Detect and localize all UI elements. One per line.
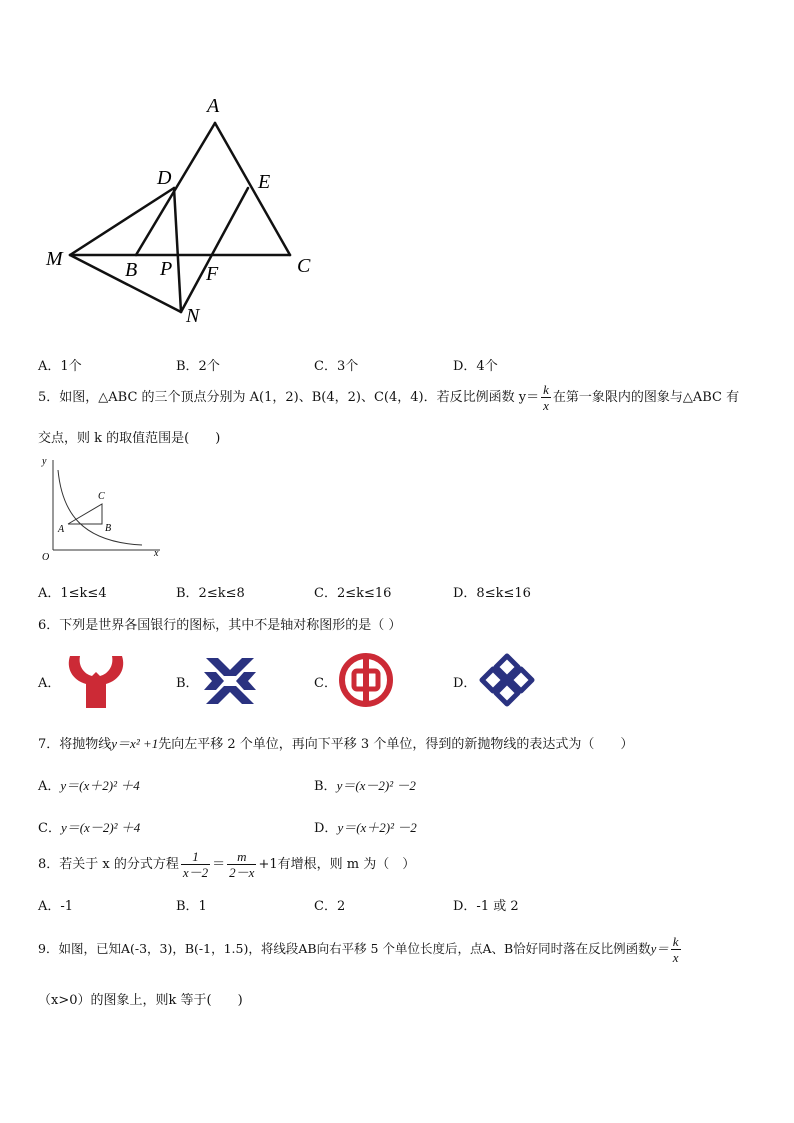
q5-line1 (38, 380, 739, 416)
q7-option-a-formula: y＝(x＋2)² ＋4 (60, 778, 140, 793)
q7-option-d (314, 817, 417, 836)
q5-frac-den: x (543, 398, 549, 413)
q8-text-after: +1有增根，则 m 为（ ） (258, 857, 416, 872)
knot-bank-logo-icon (476, 652, 538, 708)
q5-option-a: A．1≤k≤4 (38, 586, 107, 601)
q7-option-b-label: B． (314, 779, 337, 794)
label-F: F (206, 263, 219, 285)
q7-text-after: 先向左平移 2 个单位，再向下平移 3 个单位，得到的新抛物线的表达式为（ ） (158, 737, 634, 752)
q5-axis-x: x (154, 548, 159, 559)
q8-f2-num: m (227, 849, 256, 865)
q8-option-c: C．2 (314, 899, 346, 914)
q5-axis-y: y (42, 456, 47, 467)
q4-option-a: A．1个 (38, 359, 82, 374)
label-P: P (160, 258, 173, 280)
q5-point-C: C (98, 491, 105, 502)
q8-option-a: A．-1 (38, 899, 74, 914)
q8-fraction-2 (227, 849, 256, 880)
triangle-figure (40, 90, 340, 330)
q4-option-c: C．3个 (314, 359, 359, 374)
q5-option-b: B．2≤k≤8 (176, 586, 245, 601)
q7-option-a-label: A． (38, 779, 61, 794)
q5-origin: O (42, 552, 50, 563)
q7-formula: y＝x² +1 (111, 736, 159, 751)
q7-option-c-label: C． (38, 821, 61, 836)
q6-option-b-label: B． (176, 676, 199, 691)
q5-option-c: C．2≤k≤16 (314, 586, 392, 601)
q5-option-d: D．8≤k≤16 (453, 586, 531, 601)
q7-option-b-formula: y＝(x－2)² －2 (336, 778, 416, 793)
q8-text-before: 8．若关于 x 的分式方程 (38, 857, 179, 872)
bank-of-china-logo-icon (338, 652, 394, 708)
q7-option-d-formula: y＝(x＋2)² －2 (337, 820, 417, 835)
q6-option-a-label: A． (38, 676, 61, 691)
q9-line2: （x>0）的图象上，则k 等于( ) (38, 993, 243, 1008)
label-A: A (207, 95, 220, 117)
q7-option-c (38, 817, 140, 836)
q6-option-d-label: D． (453, 676, 477, 691)
q7-line (38, 733, 633, 752)
q8-line (38, 846, 415, 884)
q8-fraction-1 (181, 849, 210, 880)
q4-option-b: B．2个 (176, 359, 220, 374)
q8-equals: ＝ (212, 857, 226, 872)
q9-text-before: 9．如图，已知A(-3，3)，B(-1，1.5)，将线段AB向右平移 5 个单位长度后，点A、B恰好同时落在反比例函数 (38, 941, 651, 956)
y-bank-logo-icon (64, 652, 128, 710)
q5-text-before: 5．如图，△ABC 的三个顶点分别为 A(1，2)、B(4，2)、C(4，4)．若反比例函数 y＝ (38, 390, 540, 405)
label-E: E (258, 171, 271, 193)
q7-option-b (314, 775, 416, 794)
q9-line1 (38, 930, 683, 968)
q7-option-a (38, 775, 140, 794)
q7-option-c-formula: y＝(x－2)² ＋4 (60, 820, 141, 835)
q5-point-A: A (58, 524, 65, 535)
label-B: B (125, 259, 138, 281)
q8-option-b: B．1 (176, 899, 207, 914)
label-C: C (297, 255, 311, 277)
q4-option-d: D．4个 (453, 359, 498, 374)
q8-f1-den: x－2 (182, 865, 209, 880)
q6-text: 6．下列是世界各国银行的图标，其中不是轴对称图形的是（ ） (38, 618, 402, 633)
q9-fraction (671, 934, 681, 965)
q5-text-after: 在第一象限内的图象与△ABC 有 (552, 390, 740, 405)
q5-fraction (541, 382, 551, 413)
q5-frac-num: k (543, 382, 549, 397)
q8-option-d: D．-1 或 2 (453, 899, 519, 914)
q8-f2-den: 2－x (229, 865, 255, 880)
q8-f1-num: 1 (181, 849, 210, 865)
q7-option-d-label: D． (314, 821, 338, 836)
q9-frac-num: k (672, 934, 679, 949)
q5-graph (36, 452, 166, 567)
q7-text-before: 7．将抛物线 (38, 737, 112, 752)
q5-line2: 交点，则 k 的取值范围是( ) (38, 431, 221, 446)
q5-point-B: B (105, 523, 112, 534)
label-M: M (46, 248, 63, 270)
q9-y: y＝ (650, 942, 669, 956)
arrows-bank-logo-icon (202, 654, 258, 708)
q9-frac-den: x (672, 950, 679, 965)
q6-option-c-label: C． (314, 676, 337, 691)
label-N: N (186, 305, 200, 327)
label-D: D (157, 167, 172, 189)
